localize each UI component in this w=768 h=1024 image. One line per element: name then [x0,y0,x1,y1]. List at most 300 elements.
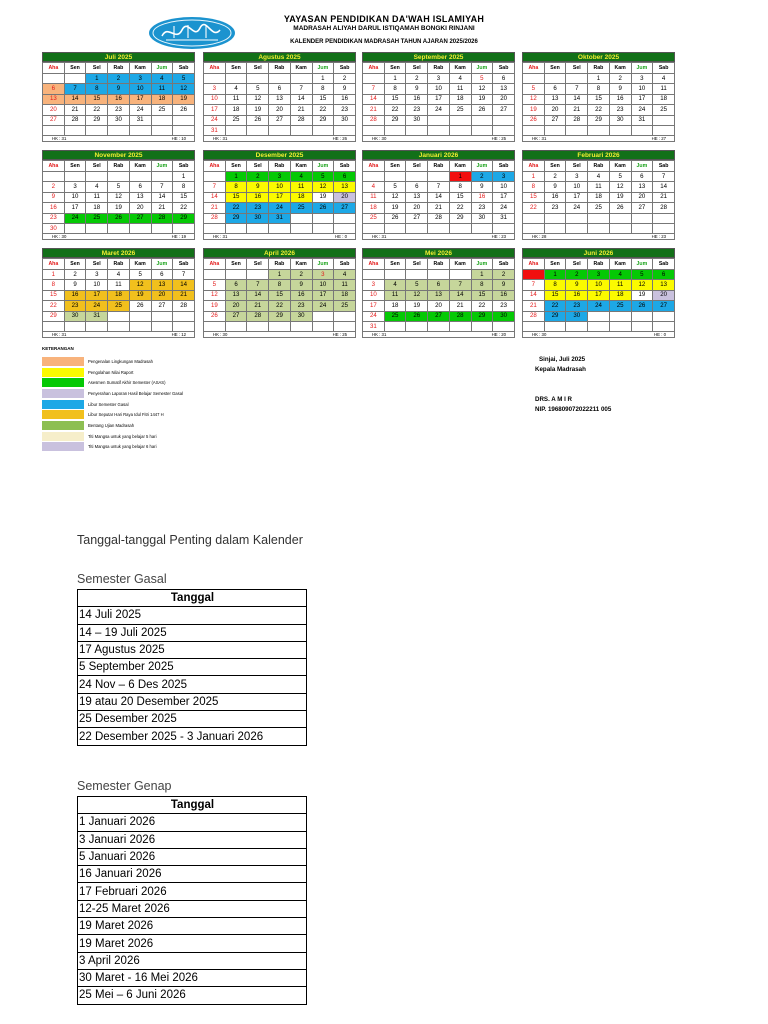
day-cell: 16 [290,290,312,300]
month-title: Juni 2026 [522,248,675,258]
day-cell [204,223,226,233]
day-cell [204,270,226,280]
day-cell: 13 [129,192,151,202]
day-cell: 16 [406,94,428,104]
day-cell: 12 [129,280,151,290]
day-cell: 6 [493,74,515,84]
weekday-header: Sen [384,259,406,270]
day-cell [449,115,471,125]
weekday-header: Rab [108,259,130,270]
day-cell: 5 [471,74,493,84]
day-cell: 17 [493,192,515,202]
date-cell: 12-25 Maret 2026 [78,900,307,917]
legend-item [42,377,302,388]
school-name: MADRASAH ALIYAH DARUL ISTIQAMAH BONGKI RINJANI [293,25,475,32]
month-footer [42,136,195,142]
weekday-header: Aha [523,259,545,270]
day-cell: 20 [151,290,173,300]
working-days-count: HK : 31 [372,332,387,338]
day-cell: 4 [108,270,130,280]
day-cell: 17 [86,290,108,300]
day-cell: 14 [290,94,312,104]
day-cell: 30 [406,115,428,125]
weekday-header: Sel [247,259,269,270]
legend-swatch [42,432,84,441]
weekday-header: Aha [363,161,385,172]
date-cell: 25 Desember 2025 [78,711,307,728]
day-cell: 20 [493,94,515,104]
day-cell [108,125,130,135]
day-cell: 14 [151,192,173,202]
legend-label: Titi Mangsa untuk yang belajar 6 hari [88,444,157,450]
day-cell: 11 [449,84,471,94]
day-cell: 2 [247,172,269,182]
day-cell [406,223,428,233]
day-cell: 4 [290,172,312,182]
month-footer [362,136,515,142]
day-cell: 29 [471,311,493,321]
day-cell [204,172,226,182]
day-cell: 9 [43,192,65,202]
day-cell [247,321,269,331]
day-cell: 5 [204,280,226,290]
day-cell: 26 [523,115,545,125]
day-cell [247,125,269,135]
month-footer [203,332,356,338]
table-row [78,831,307,848]
day-cell: 22 [225,203,247,213]
day-cell: 22 [173,203,195,213]
effective-days-count: HE : 10 [171,136,186,142]
day-cell [588,311,610,321]
day-cell: 2 [290,270,312,280]
weekday-header: Jum [631,63,653,74]
table-row [78,883,307,900]
day-cell [428,321,450,331]
day-cell: 15 [449,192,471,202]
day-cell [523,223,545,233]
day-cell: 26 [406,311,428,321]
day-cell [64,223,86,233]
effective-days-count: HE : 23 [491,234,506,240]
month-title: Oktober 2025 [522,52,675,62]
month-footer [522,136,675,142]
weekday-header: Sel [86,63,108,74]
day-cell: 8 [523,182,545,192]
day-cell: 7 [653,172,675,182]
day-cell: 31 [269,213,291,223]
day-cell: 13 [151,280,173,290]
day-cell [108,172,130,182]
signature-position: Kepala Madrasah [535,366,586,373]
day-cell: 11 [290,182,312,192]
day-cell: 1 [449,172,471,182]
day-cell [269,223,291,233]
day-cell: 26 [631,301,653,311]
day-cell [493,223,515,233]
legend-label: Pengenalan Lingkungan Madrasah [88,358,153,364]
table-row [78,641,307,658]
day-cell: 19 [471,94,493,104]
day-cell [247,74,269,84]
day-cell: 24 [631,105,653,115]
weekday-header: Sen [64,63,86,74]
table-row [78,848,307,865]
day-cell: 20 [225,301,247,311]
day-cell: 17 [566,192,588,202]
date-cell: 19 Maret 2026 [78,935,307,952]
day-cell: 28 [449,311,471,321]
day-cell: 10 [129,84,151,94]
day-cell: 14 [363,94,385,104]
day-cell: 4 [363,182,385,192]
day-cell: 26 [247,115,269,125]
day-cell [566,213,588,223]
day-cell: 1 [523,172,545,182]
day-cell [269,321,291,331]
day-cell [204,74,226,84]
day-cell: 28 [653,203,675,213]
day-cell: 8 [544,280,566,290]
month-title: Maret 2026 [42,248,195,258]
day-cell: 1 [588,74,610,84]
day-cell: 3 [428,74,450,84]
day-cell [151,223,173,233]
day-cell [609,213,631,223]
day-cell: 13 [269,94,291,104]
day-cell: 26 [471,105,493,115]
day-cell [406,270,428,280]
weekday-header: Rab [588,259,610,270]
day-cell: 22 [43,301,65,311]
day-cell: 14 [523,290,545,300]
legend-item [42,431,302,442]
weekday-header: Sab [493,259,515,270]
date-cell: 5 Januari 2026 [78,848,307,865]
month-footer [362,332,515,338]
weekday-header: Sel [86,259,108,270]
day-cell: 12 [247,94,269,104]
day-cell: 31 [204,125,226,135]
day-cell: 7 [247,280,269,290]
month-title: Februari 2026 [522,150,675,160]
day-cell: 15 [173,192,195,202]
day-cell: 19 [247,105,269,115]
day-cell [384,172,406,182]
weekday-header: Sab [173,161,195,172]
weekday-header: Jum [471,161,493,172]
day-cell: 10 [269,182,291,192]
day-cell: 9 [544,182,566,192]
day-cell [151,172,173,182]
legend-label: Libur Seputar Hari Raya Idul Fitri 1447 H [88,412,164,418]
day-cell [363,172,385,182]
day-cell [428,172,450,182]
day-cell [449,125,471,135]
day-cell: 22 [471,301,493,311]
day-cell: 20 [129,203,151,213]
month-days-table [522,258,675,332]
month-days-table [522,160,675,234]
day-cell [523,213,545,223]
day-cell: 11 [609,280,631,290]
day-cell: 24 [493,203,515,213]
working-days-count: HK : 30 [532,332,547,338]
day-cell [64,321,86,331]
day-cell: 23 [471,203,493,213]
weekday-header: Aha [204,259,226,270]
day-cell: 20 [406,203,428,213]
day-cell: 21 [363,105,385,115]
day-cell [173,311,195,321]
day-cell: 23 [64,301,86,311]
day-cell: 1 [384,74,406,84]
day-cell: 3 [86,270,108,280]
legend-item [42,388,302,399]
day-cell: 19 [204,301,226,311]
day-cell: 2 [493,270,515,280]
day-cell: 7 [566,84,588,94]
day-cell: 29 [225,213,247,223]
day-cell: 16 [471,192,493,202]
month-title: September 2025 [362,52,515,62]
day-cell [653,223,675,233]
day-cell: 23 [566,301,588,311]
day-cell: 19 [631,290,653,300]
day-cell: 11 [334,280,356,290]
weekday-header: Kam [609,63,631,74]
day-cell: 7 [449,280,471,290]
weekday-header: Sab [493,63,515,74]
weekday-header: Kam [129,63,151,74]
day-cell: 5 [173,74,195,84]
day-cell: 22 [449,203,471,213]
day-cell: 21 [64,105,86,115]
date-cell: 17 Februari 2026 [78,883,307,900]
weekday-header: Sen [544,161,566,172]
day-cell: 4 [449,74,471,84]
day-cell [86,223,108,233]
day-cell [384,321,406,331]
day-cell [544,223,566,233]
date-cell: 14 – 19 Juli 2025 [78,624,307,641]
day-cell: 24 [204,115,226,125]
day-cell: 28 [247,311,269,321]
day-cell [631,223,653,233]
day-cell: 26 [108,213,130,223]
legend-item [42,409,302,420]
weekday-header: Sab [653,161,675,172]
day-cell: 1 [225,172,247,182]
weekday-header: Aha [363,259,385,270]
month-days-table [42,160,195,234]
legend-swatch [42,442,84,451]
day-cell: 16 [108,94,130,104]
effective-days-count: HE : 23 [651,234,666,240]
day-cell: 1 [471,270,493,280]
day-cell: 2 [471,172,493,182]
day-cell: 14 [247,290,269,300]
table-row [78,624,307,641]
document-header [0,10,768,50]
day-cell: 4 [151,74,173,84]
weekday-header: Jum [631,259,653,270]
month-calendar [522,52,675,144]
day-cell: 15 [384,94,406,104]
day-cell: 21 [653,192,675,202]
day-cell [64,125,86,135]
day-cell [64,74,86,84]
table-row [78,676,307,693]
day-cell [493,115,515,125]
day-cell [334,223,356,233]
day-cell: 4 [609,270,631,280]
weekday-header: Sel [247,161,269,172]
day-cell [64,172,86,182]
month-days-table [203,258,356,332]
day-cell [588,213,610,223]
month-title: Agustus 2025 [203,52,356,62]
weekday-header: Sel [247,63,269,74]
day-cell: 30 [64,311,86,321]
day-cell: 2 [406,74,428,84]
day-cell: 2 [64,270,86,280]
day-cell: 4 [384,280,406,290]
weekday-header: Sel [566,161,588,172]
day-cell: 12 [609,182,631,192]
day-cell [471,115,493,125]
day-cell: 15 [43,290,65,300]
date-cell: 5 September 2025 [78,659,307,676]
day-cell [204,321,226,331]
effective-days-count: HE : 19 [171,234,186,240]
day-cell: 13 [43,94,65,104]
day-cell: 17 [129,94,151,104]
day-cell: 16 [544,192,566,202]
day-cell: 5 [406,280,428,290]
day-cell [384,125,406,135]
day-cell: 31 [363,321,385,331]
day-cell: 4 [86,182,108,192]
date-cell: 3 Januari 2026 [78,831,307,848]
day-cell [588,125,610,135]
day-cell [173,115,195,125]
day-cell [108,311,130,321]
day-cell [269,74,291,84]
month-footer [203,234,356,240]
day-cell [225,125,247,135]
day-cell: 8 [43,280,65,290]
day-cell: 20 [653,290,675,300]
weekday-header: Kam [290,161,312,172]
month-calendar [362,150,515,242]
weekday-header: Sab [173,259,195,270]
working-days-count: HK : 28 [532,234,547,240]
weekday-header: Aha [43,161,65,172]
day-cell: 10 [363,290,385,300]
day-cell: 11 [653,84,675,94]
day-cell: 31 [129,115,151,125]
day-cell: 17 [588,290,610,300]
day-cell: 27 [43,115,65,125]
day-cell [269,125,291,135]
effective-days-count: HE : 0 [335,234,347,240]
legend-label: Bentang Ujian Madrasah [88,422,135,428]
month-calendar [522,150,675,242]
weekday-header: Sab [173,63,195,74]
day-cell: 5 [609,172,631,182]
day-cell: 13 [225,290,247,300]
day-cell: 18 [449,94,471,104]
working-days-count: HK : 31 [52,136,67,142]
day-cell: 2 [108,74,130,84]
day-cell: 6 [428,280,450,290]
weekday-header: Sel [566,259,588,270]
day-cell: 18 [363,203,385,213]
day-cell: 25 [653,105,675,115]
weekday-header: Kam [449,63,471,74]
date-cell: 19 atau 20 Desember 2025 [78,693,307,710]
day-cell: 5 [108,182,130,192]
day-cell: 27 [544,115,566,125]
day-cell: 20 [631,192,653,202]
day-cell [43,321,65,331]
weekday-header: Sab [334,259,356,270]
day-cell [653,311,675,321]
day-cell: 14 [64,94,86,104]
day-cell: 14 [204,192,226,202]
legend [42,346,302,452]
day-cell: 10 [204,94,226,104]
legend-item [42,356,302,367]
date-cell: 30 Maret - 16 Mei 2026 [78,969,307,986]
day-cell: 8 [449,182,471,192]
day-cell: 8 [312,84,334,94]
weekday-header: Sel [406,259,428,270]
day-cell [544,74,566,84]
legend-title: KETERANGAN [42,346,74,351]
working-days-count: HK : 30 [372,136,387,142]
working-days-count: HK : 31 [532,136,547,142]
day-cell: 28 [64,115,86,125]
working-days-count: HK : 31 [52,332,67,338]
day-cell: 6 [151,270,173,280]
day-cell: 18 [290,192,312,202]
day-cell: 3 [631,74,653,84]
working-days-count: HK : 30 [213,332,228,338]
day-cell: 4 [225,84,247,94]
day-cell [631,125,653,135]
day-cell [129,311,151,321]
day-cell [334,311,356,321]
day-cell: 13 [653,280,675,290]
day-cell: 8 [173,182,195,192]
day-cell: 16 [64,290,86,300]
signature-name: DRS. A M I R [535,396,573,403]
day-cell: 23 [247,203,269,213]
day-cell: 19 [108,203,130,213]
day-cell: 25 [151,105,173,115]
weekday-header: Aha [204,161,226,172]
day-cell: 10 [64,192,86,202]
day-cell: 21 [290,105,312,115]
day-cell: 5 [247,84,269,94]
day-cell: 22 [384,105,406,115]
weekday-header: Kam [129,259,151,270]
day-cell: 14 [449,290,471,300]
day-cell: 17 [64,203,86,213]
weekday-header: Sen [64,259,86,270]
